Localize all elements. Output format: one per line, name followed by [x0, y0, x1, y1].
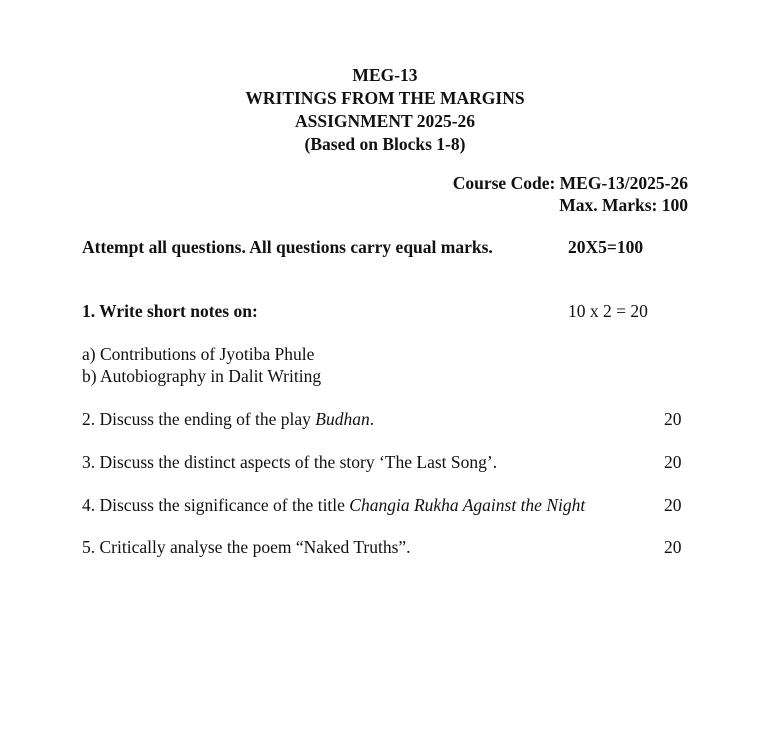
question-2-play-title: Budhan [315, 409, 370, 429]
question-2-marks: 20 [664, 409, 682, 429]
question-5: 5. Critically analyse the poem “Naked Truths”. [82, 537, 411, 557]
question-1-part-a: a) Contributions of Jyotiba Phule [82, 344, 315, 364]
question-4-prefix: 4. Discuss the significance of the title [82, 495, 350, 515]
question-2-suffix: . [369, 409, 375, 429]
question-3: 3. Discuss the distinct aspects of the story ‘The Last Song’. [82, 452, 498, 472]
question-1-marks: 10 x 2 = 20 [568, 301, 648, 321]
course-code-line: Course Code: MEG-13/2025-26 [452, 173, 688, 193]
header-block [0, 64, 764, 156]
question-5-marks: 20 [664, 537, 682, 557]
question-4-book-title: Changia Rukha Against the Night [349, 495, 586, 515]
question-1-part-b: b) Autobiography in Dalit Writing [82, 366, 322, 386]
course-info-block [453, 172, 688, 216]
max-marks-line: Max. Marks: 100 [559, 195, 688, 215]
question-2 [82, 408, 374, 430]
instructions-text: Attempt all questions. All questions carry equal marks. [82, 237, 493, 257]
question-4-marks: 20 [664, 495, 682, 515]
question-3-marks: 20 [664, 452, 682, 472]
question-2-prefix: 2. Discuss the ending of the play [82, 409, 316, 429]
question-1: 1. Write short notes on: [82, 301, 258, 321]
course-code-heading: MEG-13 [352, 65, 418, 85]
course-title-heading: WRITINGS FROM THE MARGINS [245, 88, 525, 108]
assignment-heading: ASSIGNMENT 2025-26 [294, 111, 476, 131]
question-4 [82, 494, 585, 516]
instructions-marks: 20X5=100 [568, 237, 644, 257]
based-on-heading: (Based on Blocks 1-8) [304, 134, 466, 154]
